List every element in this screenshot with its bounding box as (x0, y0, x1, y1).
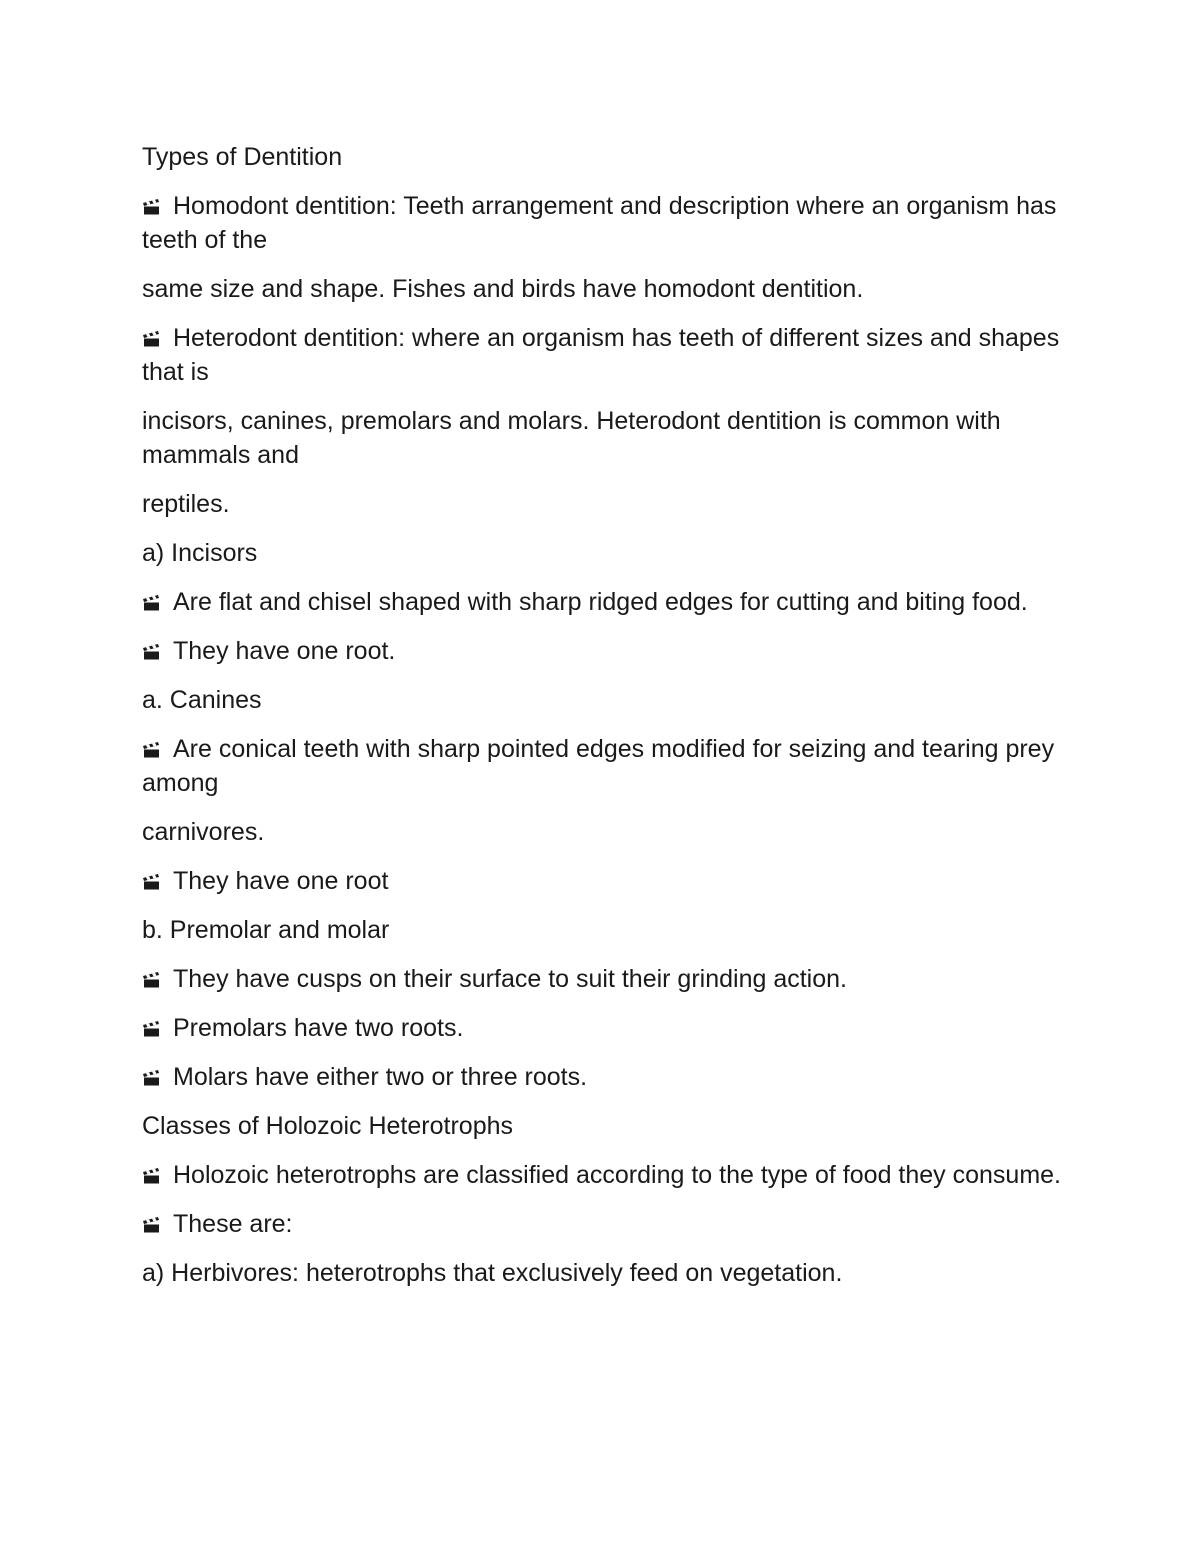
paragraph (142, 272, 1062, 306)
paragraph-text: carnivores. (142, 818, 265, 846)
clapperboard-icon (142, 1020, 161, 1037)
clapperboard-icon (142, 643, 161, 660)
paragraph-text: Classes of Holozoic Heterotrophs (142, 1112, 513, 1140)
bullet-paragraph (142, 189, 1062, 257)
paragraph-text: same size and shape. Fishes and birds have homodont dentition. (142, 275, 864, 303)
paragraph-text: a) Herbivores: heterotrophs that exclusively feed on vegetation. (142, 1259, 843, 1287)
bullet-paragraph (142, 732, 1062, 800)
clapperboard-icon (142, 330, 161, 347)
clapperboard-icon (142, 594, 161, 611)
paragraph (142, 140, 1062, 174)
paragraph (142, 815, 1062, 849)
paragraph-text: Homodont dentition: Teeth arrangement and description where an organism has teeth of the (142, 192, 1057, 254)
paragraph-text: Types of Dentition (142, 143, 343, 171)
paragraph (142, 536, 1062, 570)
paragraph-text: They have one root. (173, 637, 396, 665)
paragraph-text: Are flat and chisel shaped with sharp ridged edges for cutting and biting food. (173, 588, 1028, 616)
paragraph-text: b. Premolar and molar (142, 916, 390, 944)
paragraph (142, 487, 1062, 521)
clapperboard-icon (142, 198, 161, 215)
bullet-paragraph (142, 321, 1062, 389)
clapperboard-icon (142, 971, 161, 988)
clapperboard-icon (142, 1167, 161, 1184)
bullet-paragraph (142, 1011, 1062, 1045)
document-body (142, 140, 1062, 1305)
paragraph (142, 1109, 1062, 1143)
paragraph-text: Are conical teeth with sharp pointed edges modified for seizing and tearing prey among (142, 735, 1055, 797)
paragraph (142, 404, 1062, 472)
bullet-paragraph (142, 864, 1062, 898)
paragraph (142, 1256, 1062, 1290)
paragraph (142, 683, 1062, 717)
bullet-paragraph (142, 1207, 1062, 1241)
bullet-paragraph (142, 634, 1062, 668)
paragraph-text: They have cusps on their surface to suit their grinding action. (173, 965, 847, 993)
bullet-paragraph (142, 962, 1062, 996)
clapperboard-icon (142, 741, 161, 758)
paragraph (142, 913, 1062, 947)
paragraph-text: Molars have either two or three roots. (173, 1063, 588, 1091)
bullet-paragraph (142, 1060, 1062, 1094)
paragraph-text: Holozoic heterotrophs are classified according to the type of food they consume. (173, 1161, 1062, 1189)
bullet-paragraph (142, 585, 1062, 619)
paragraph-text: incisors, canines, premolars and molars. Heterodont dentition is common with mammals and (142, 407, 1001, 469)
paragraph-text: They have one root (173, 867, 389, 895)
clapperboard-icon (142, 873, 161, 890)
clapperboard-icon (142, 1069, 161, 1086)
paragraph-text: These are: (173, 1210, 293, 1238)
paragraph-text: reptiles. (142, 490, 230, 518)
paragraph-text: a. Canines (142, 686, 262, 714)
paragraph-text: a) Incisors (142, 539, 258, 567)
bullet-paragraph (142, 1158, 1062, 1192)
clapperboard-icon (142, 1216, 161, 1233)
paragraph-text: Premolars have two roots. (173, 1014, 464, 1042)
paragraph-text: Heterodont dentition: where an organism has teeth of different sizes and shapes that is (142, 324, 1060, 386)
